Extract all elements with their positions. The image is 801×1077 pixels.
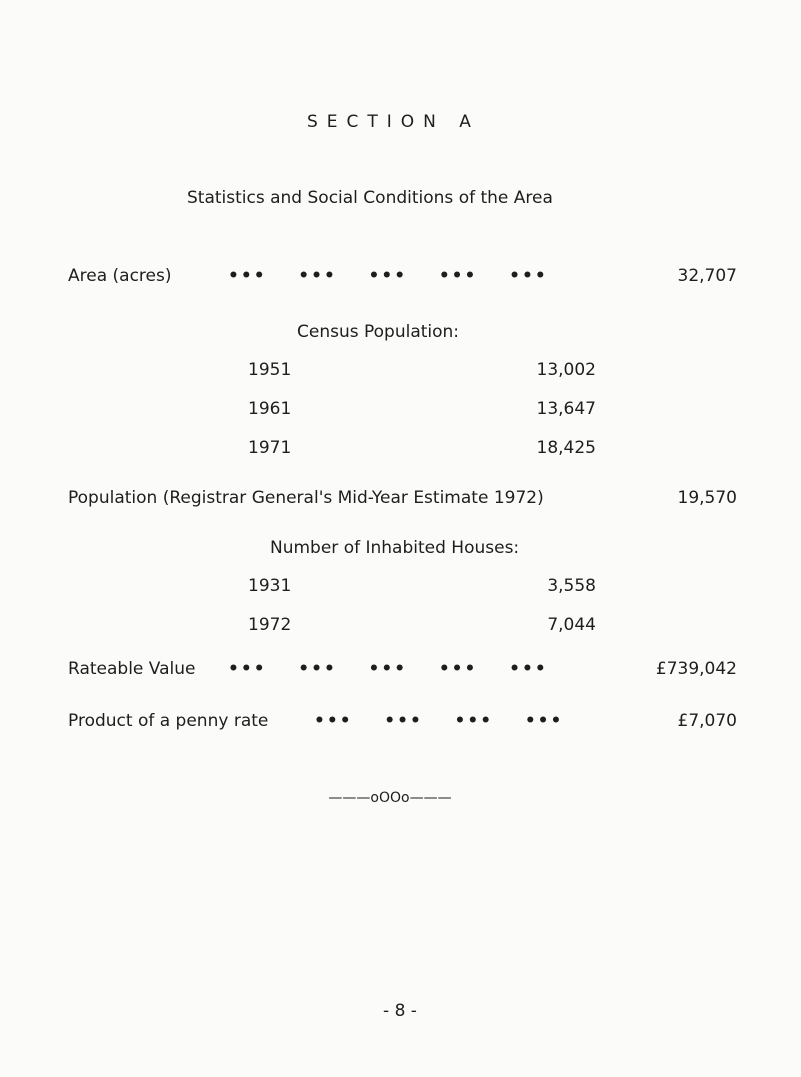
census-title: Census Population:	[297, 322, 460, 342]
census-value-1971: 18,425	[536, 438, 596, 458]
penny-rate-label: Product of a penny rate	[68, 711, 269, 731]
penny-rate-value: £7,070	[677, 711, 737, 731]
separator: ———oOOo———	[328, 790, 452, 806]
houses-year-1972: 1972	[248, 615, 292, 635]
houses-year-1931: 1931	[248, 576, 292, 596]
rateable-value-value: £739,042	[655, 659, 737, 679]
penny-rate-leader: ••• ••• ••• •••	[314, 711, 564, 731]
page-number: - 8 -	[383, 1001, 417, 1021]
census-value-1951: 13,002	[536, 360, 596, 380]
area-label: Area (acres)	[68, 266, 172, 286]
census-year-1971: 1971	[248, 438, 292, 458]
rateable-value-label: Rateable Value	[68, 659, 196, 679]
rateable-value-leader: ••• ••• ••• ••• •••	[228, 659, 548, 679]
houses-value-1972: 7,044	[547, 615, 596, 635]
census-value-1961: 13,647	[536, 399, 596, 419]
section-heading: SECTION A	[307, 112, 480, 132]
houses-value-1931: 3,558	[547, 576, 596, 596]
area-leader: ••• ••• ••• ••• •••	[228, 266, 548, 286]
area-value: 32,707	[677, 266, 737, 286]
census-year-1961: 1961	[248, 399, 292, 419]
population-estimate-label: Population (Registrar General's Mid-Year Estimate 1972)	[68, 488, 544, 508]
population-estimate-value: 19,570	[677, 488, 737, 508]
houses-title: Number of Inhabited Houses:	[270, 538, 520, 558]
subtitle: Statistics and Social Conditions of the Area	[187, 188, 553, 208]
census-year-1951: 1951	[248, 360, 292, 380]
